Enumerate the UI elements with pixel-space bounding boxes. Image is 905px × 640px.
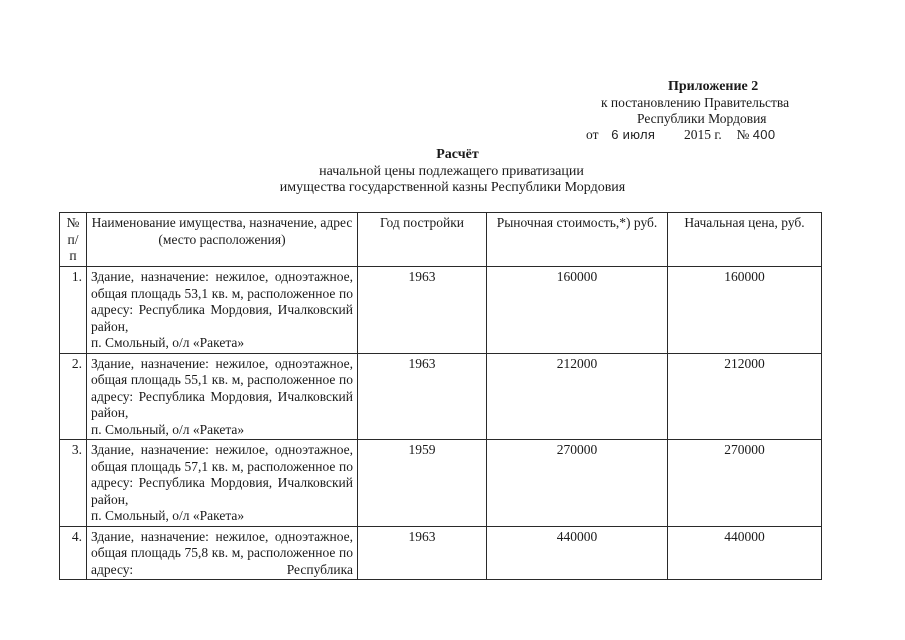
- row-initial-price: 440000: [668, 526, 822, 580]
- table-row: [60, 267, 822, 354]
- year: 2015 г.: [683, 127, 722, 142]
- row-description-main: Здание, назначение: нежилое, одноэтажное, общая площадь 53,1 кв. м, расположенное по адресу: Республика Мордовия, Ичалковский район,: [91, 269, 353, 334]
- handwritten-number: 400: [752, 127, 776, 142]
- header-year: Год постройки: [358, 213, 487, 267]
- row-market-value: 440000: [487, 526, 668, 580]
- appendix-line-1: к постановлению Правительства: [601, 95, 790, 110]
- heading-subtitle-1: начальной цены подлежащего приватизации: [319, 163, 584, 179]
- row-year: 1963: [358, 353, 487, 440]
- row-initial-price: 270000: [668, 440, 822, 527]
- table-row: [60, 526, 822, 580]
- heading-title: Расчёт: [436, 147, 479, 162]
- header-name: Наименование имущества, назначение, адрес (место расположения): [87, 213, 358, 267]
- number-label: №: [736, 127, 750, 142]
- appendix-date-line: [586, 126, 775, 143]
- row-initial-price: 212000: [668, 353, 822, 440]
- row-description: [87, 526, 358, 580]
- appendix-line-2: Республики Мордовия: [637, 111, 767, 126]
- property-table: [59, 212, 822, 580]
- handwritten-date: 6 июля: [611, 127, 656, 142]
- row-description-last: п. Смольный, о/л «Ракета»: [91, 421, 245, 437]
- row-year: 1963: [358, 267, 487, 354]
- header-initial-price: Начальная цена, руб.: [668, 213, 822, 267]
- row-description: [87, 440, 358, 527]
- from-label: от: [586, 127, 599, 142]
- row-description-main: Здание, назначение: нежилое, одноэтажное, общая площадь 75,8 кв. м, расположенное по адресу: Республика: [91, 528, 353, 577]
- appendix-title: Приложение 2: [668, 79, 759, 94]
- row-market-value: 160000: [487, 267, 668, 354]
- row-description: [87, 267, 358, 354]
- row-initial-price: 160000: [668, 267, 822, 354]
- table-header-row: [60, 213, 822, 267]
- table-row: [60, 440, 822, 527]
- row-num: 1.: [60, 267, 87, 354]
- table-row: [60, 353, 822, 440]
- row-description: [87, 353, 358, 440]
- row-market-value: 212000: [487, 353, 668, 440]
- row-description-last: п. Смольный, о/л «Ракета»: [91, 508, 245, 523]
- row-num: 4.: [60, 526, 87, 580]
- row-num: 2.: [60, 353, 87, 440]
- row-description-main: Здание, назначение: нежилое, одноэтажное, общая площадь 57,1 кв. м, расположенное по адресу: Республика Мордовия, Ичалковский район,: [91, 442, 353, 507]
- row-num: 3.: [60, 440, 87, 527]
- heading-subtitle-2: имущества государственной казны Республики Мордовия: [279, 180, 626, 195]
- row-year: 1963: [358, 526, 487, 580]
- row-market-value: 270000: [487, 440, 668, 527]
- header-market-value: Рыночная стоимость,*) руб.: [487, 213, 668, 267]
- document-heading: [0, 147, 905, 197]
- row-description-last: п. Смольный, о/л «Ракета»: [91, 335, 245, 350]
- row-description-main: Здание, назначение: нежилое, одноэтажное, общая площадь 55,1 кв. м, расположенное по адресу: Республика Мордовия, Ичалковский район,: [91, 355, 353, 420]
- row-year: 1959: [358, 440, 487, 527]
- header-num: № п/п: [60, 213, 87, 267]
